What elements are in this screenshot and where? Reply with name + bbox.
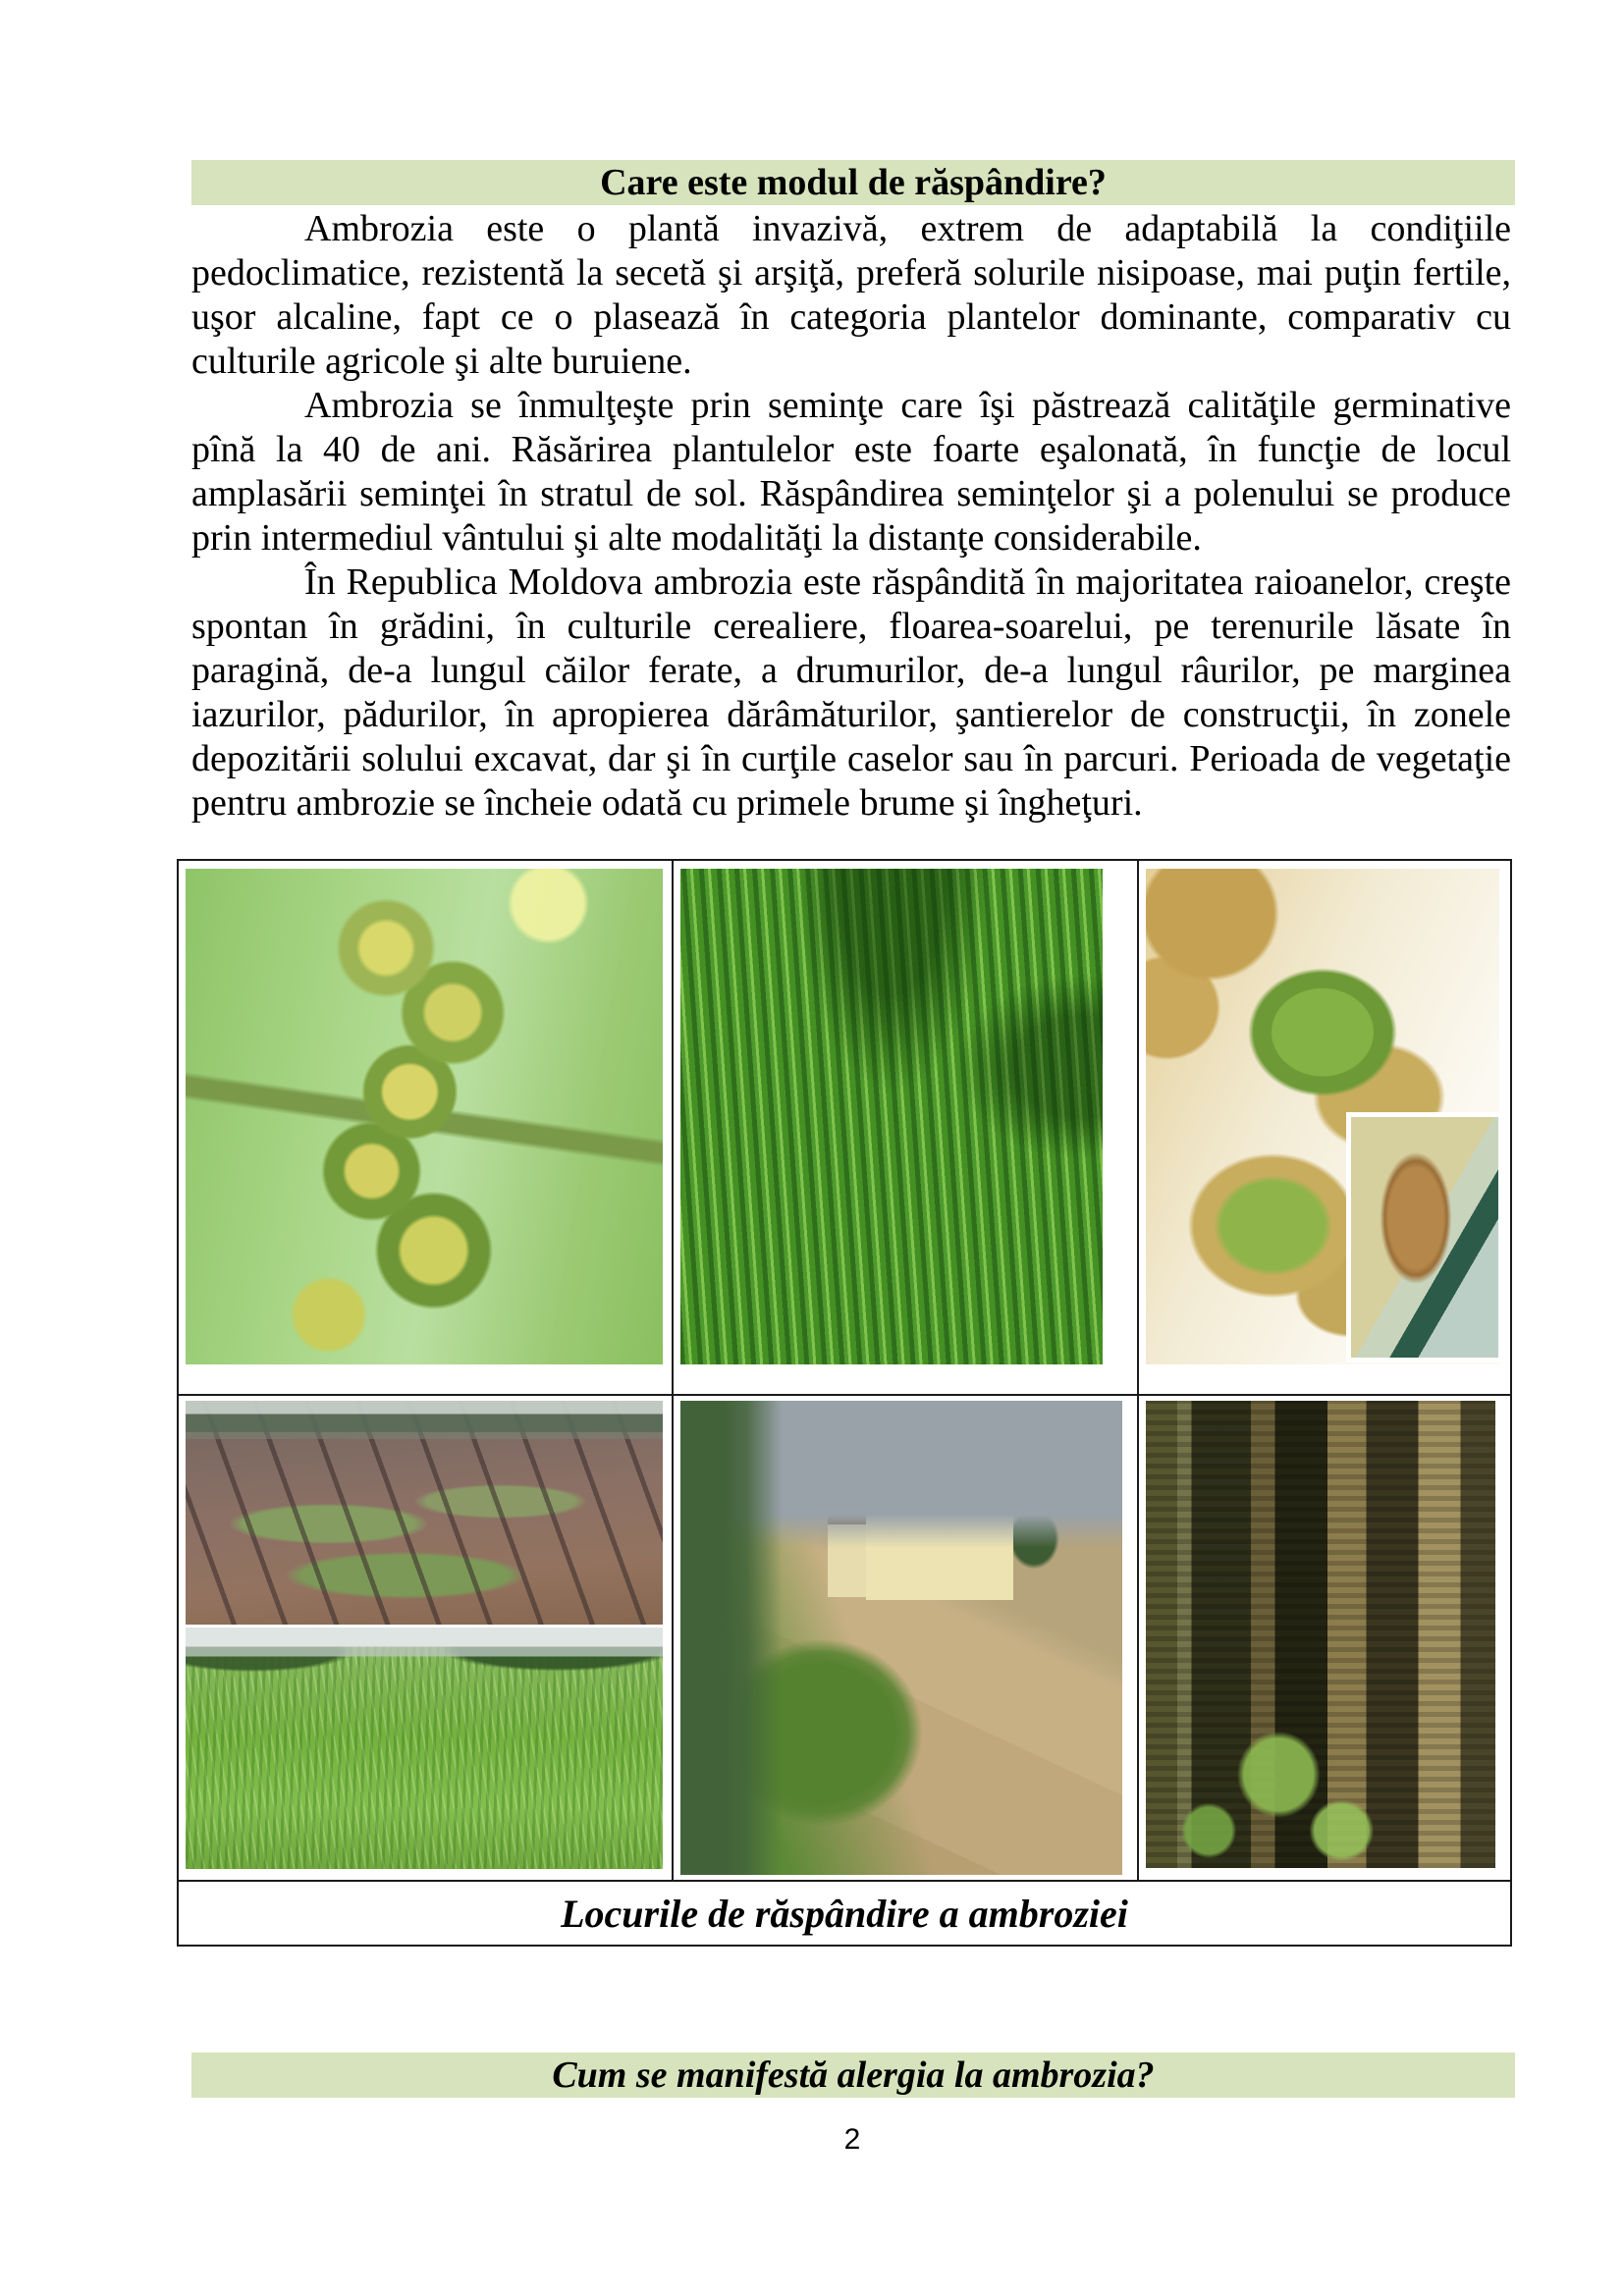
photo-seed-inset	[1346, 1112, 1503, 1362]
paragraph-3: În Republica Moldova ambrozia este răspândită în majoritatea raioanelor, creşte spontan în grădini, în culturile cerealiere, floarea-soarelui, pe terenurile lăsate în paragină, de-a lungul căilor ferate, a drumurilor, de-a lungul râurilor, pe marginea iazurilor, pădurilor, în apropierea dărâmăturilor, şantierelor de construcţii, în zonele depozitării solului excavat, dar şi în curţile caselor sau în parcuri. Perioada de vegetaţie pentru ambrozie se încheie odată cu primele brume şi îngheţuri.	[191, 561, 1511, 824]
figure-caption-row	[179, 1880, 1510, 1945]
figure-caption: Locurile de răspândire a ambroziei	[561, 1891, 1128, 1936]
page-number: 2	[843, 2123, 861, 2156]
table-cell	[179, 1394, 672, 1880]
photo-ragweed-flowers	[186, 869, 663, 1364]
paragraph-2: Ambrozia se înmulţeşte prin seminţe care îşi păstrează calităţile germinative pînă la 40 de ani. Răsărirea plantulelor este foarte eşalonată, în funcţie de locul amplasării seminţei în stratul de sol. Răspândirea seminţelor şi a polenului se produce prin intermediul vântului şi alte modalităţi la distanţe considerabile.	[191, 385, 1511, 559]
paragraph-1: Ambrozia este o plantă invazivă, extrem de adaptabilă la condiţiile pedoclimatice, rezistentă la secetă şi arşiţă, preferă solurile nisipoase, mai puţin fertile, uşor alcaline, fapt ce o plasează în categoria plantelor dominante, comparativ cu culturile agricole şi alte buruiene.	[191, 208, 1511, 382]
table-cell	[672, 1394, 1137, 1880]
table-cell	[1137, 1394, 1510, 1880]
table-cell	[1137, 861, 1510, 1394]
section-heading-bottom-label: Cum se manifestă alergia la ambrozia?	[552, 2055, 1155, 2096]
table-cell	[179, 861, 672, 1394]
section-heading-top	[191, 160, 1515, 205]
section-heading-bottom	[191, 2053, 1515, 2098]
body-text	[191, 207, 1511, 826]
photo-ragweed-seed-heads	[1146, 869, 1499, 1364]
photo-ragweed-foliage	[680, 869, 1103, 1364]
photo-table	[177, 859, 1512, 1947]
photo-wall-plants	[1146, 1401, 1495, 1868]
photo-slope-houses	[680, 1401, 1122, 1875]
photo-ragweed-thicket	[186, 1628, 663, 1869]
section-heading-top-label: Care este modul de răspândire?	[600, 162, 1107, 203]
photo-railway-weeds	[186, 1401, 663, 1625]
table-cell	[672, 861, 1137, 1394]
